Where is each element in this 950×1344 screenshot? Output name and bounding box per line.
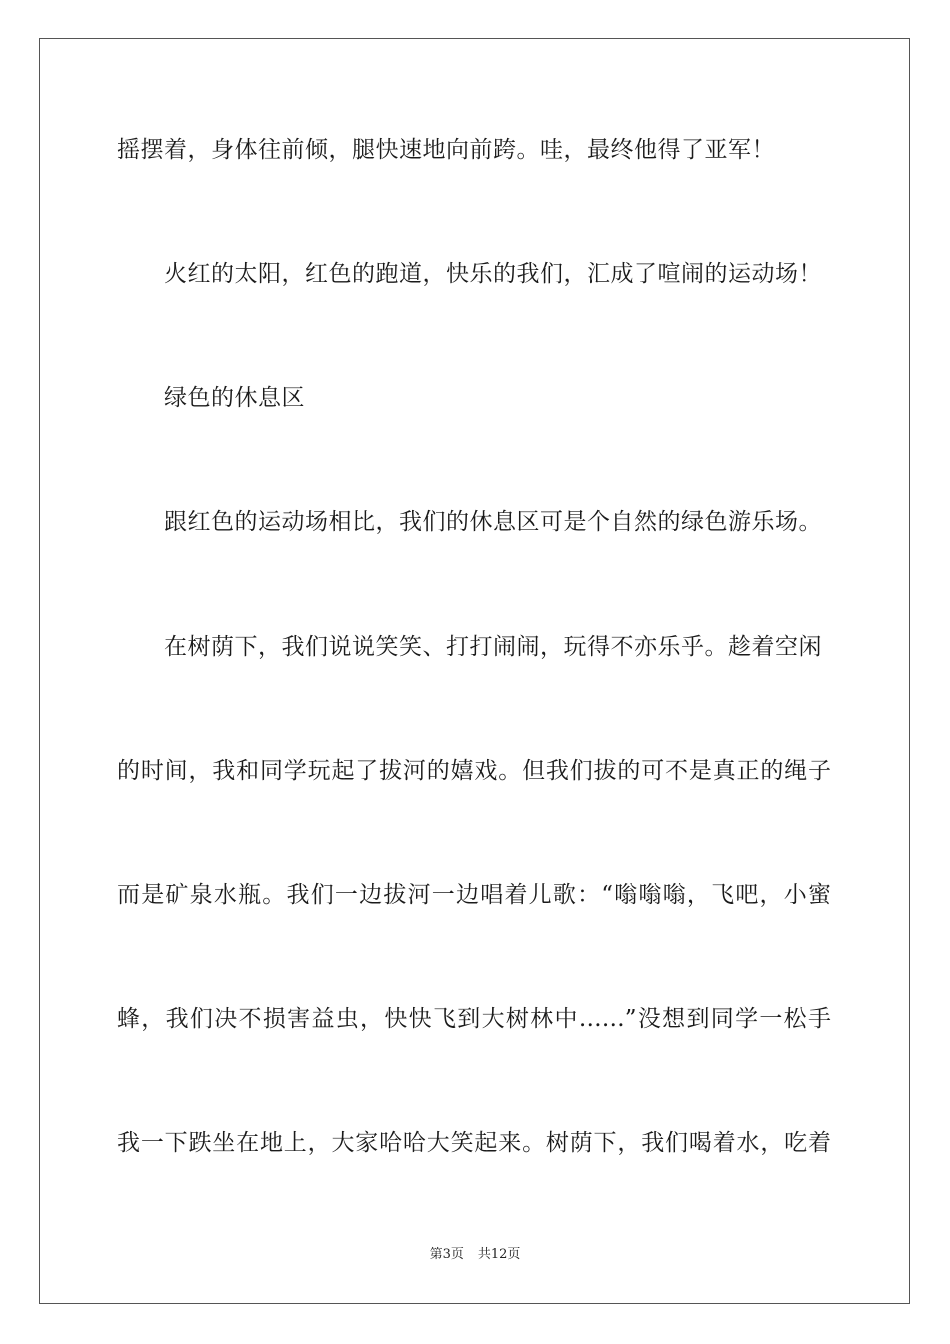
page-border	[39, 38, 910, 1304]
text-line-2: 火红的太阳，红色的跑道，快乐的我们，汇成了喧闹的运动场！	[164, 261, 822, 287]
text-line-8: 蜂，我们决不损害益虫，快快飞到大树林中……”没想到同学一松手	[117, 1006, 831, 1032]
page-number: 第3页	[429, 1247, 464, 1262]
text-line-5: 在树荫下，我们说说笑笑、打打闹闹，玩得不亦乐乎。趁着空闲	[164, 634, 822, 660]
text-line-4: 跟红色的运动场相比，我们的休息区可是个自然的绿色游乐场。	[164, 509, 822, 535]
page-footer	[0, 1247, 950, 1263]
text-line-9: 我一下跌坐在地上，大家哈哈大笑起来。树荫下，我们喝着水，吃着	[117, 1130, 831, 1156]
section-heading: 绿色的休息区	[164, 385, 305, 411]
text-line-6: 的时间，我和同学玩起了拔河的嬉戏。但我们拔的可不是真正的绳子	[117, 758, 831, 784]
page-total: 共12页	[477, 1247, 521, 1262]
text-line-1: 摇摆着，身体往前倾，腿快速地向前跨。哇，最终他得了亚军！	[117, 137, 775, 163]
text-line-7: 而是矿泉水瓶。我们一边拔河一边唱着儿歌：“嗡嗡嗡，飞吧，小蜜	[117, 882, 831, 908]
